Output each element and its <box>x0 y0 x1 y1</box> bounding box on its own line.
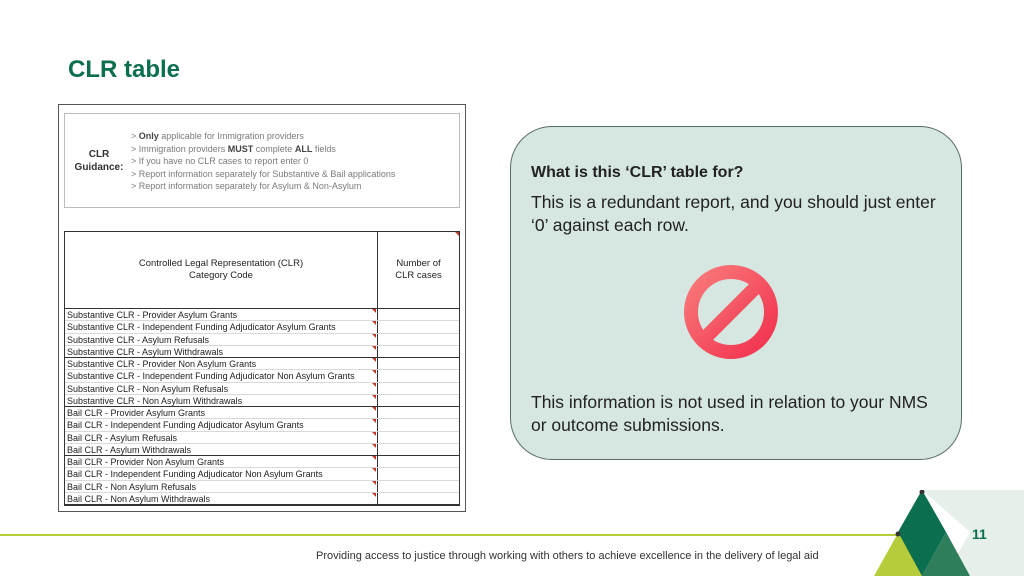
comment-marker-icon <box>455 232 459 236</box>
header-category-line1: Controlled Legal Representation (CLR) <box>138 258 304 269</box>
comment-marker-icon <box>372 395 376 399</box>
comment-marker-icon <box>372 481 376 485</box>
header-category-line2: Category Code <box>189 270 253 281</box>
table-row <box>65 493 459 505</box>
clr-table <box>64 231 460 506</box>
guidance-line: > Report information separately for Asylum & Non-Asylum <box>131 181 362 191</box>
header-number-line2: CLR cases <box>395 270 442 281</box>
row-number-cell[interactable] <box>378 407 459 418</box>
row-number-cell[interactable] <box>378 334 459 345</box>
row-number-cell[interactable] <box>378 358 459 369</box>
footer-text: Providing access to justice through working with others to achieve excellence in the delivery of legal aid <box>316 550 819 562</box>
row-number-cell[interactable] <box>378 309 459 320</box>
row-number-cell[interactable] <box>378 419 459 430</box>
table-row <box>65 432 459 444</box>
comment-marker-icon <box>372 407 376 411</box>
table-row <box>65 321 459 333</box>
row-category: Bail CLR - Provider Asylum Grants <box>65 407 378 418</box>
clr-table-screenshot <box>58 104 466 512</box>
guidance-line: > If you have no CLR cases to report enter 0 <box>131 156 309 166</box>
row-number-cell[interactable] <box>378 468 459 479</box>
row-category: Bail CLR - Non Asylum Refusals <box>65 481 378 492</box>
table-rows <box>65 309 459 505</box>
comment-marker-icon <box>372 334 376 338</box>
row-category: Substantive CLR - Provider Asylum Grants <box>65 309 378 320</box>
row-category: Bail CLR - Asylum Refusals <box>65 432 378 443</box>
row-category: Substantive CLR - Asylum Refusals <box>65 334 378 345</box>
comment-marker-icon <box>372 358 376 362</box>
footer-divider <box>0 534 900 536</box>
row-number-cell[interactable] <box>378 481 459 492</box>
table-row <box>65 309 459 321</box>
row-category: Substantive CLR - Provider Non Asylum Grants <box>65 358 378 369</box>
corner-decoration <box>874 490 1024 576</box>
table-row <box>65 481 459 493</box>
guidance-lines <box>131 130 395 193</box>
row-number-cell[interactable] <box>378 395 459 406</box>
row-category: Substantive CLR - Asylum Withdrawals <box>65 346 378 357</box>
prohibited-icon <box>681 262 781 362</box>
comment-marker-icon <box>372 468 376 472</box>
guidance-label <box>71 148 127 174</box>
row-number-cell[interactable] <box>378 346 459 357</box>
comment-marker-icon <box>372 444 376 448</box>
row-number-cell[interactable] <box>378 370 459 381</box>
header-number-line1: Number of <box>396 258 441 269</box>
panel-note: This information is not used in relation to your NMS or outcome submissions. <box>531 392 928 435</box>
comment-marker-icon <box>372 493 376 497</box>
comment-marker-icon <box>372 456 376 460</box>
table-row <box>65 395 459 407</box>
table-row <box>65 334 459 346</box>
row-number-cell[interactable] <box>378 456 459 467</box>
table-row <box>65 370 459 382</box>
comment-marker-icon <box>372 419 376 423</box>
row-category: Substantive CLR - Non Asylum Withdrawals <box>65 395 378 406</box>
table-row <box>65 346 459 358</box>
guidance-line: > Only applicable for Immigration providers <box>131 131 304 141</box>
row-category: Substantive CLR - Independent Funding Adjudicator Asylum Grants <box>65 321 378 332</box>
guidance-label-line2: Guidance: <box>74 162 124 173</box>
row-number-cell[interactable] <box>378 432 459 443</box>
table-row <box>65 407 459 419</box>
comment-marker-icon <box>372 383 376 387</box>
slide-title: CLR table <box>68 56 181 83</box>
row-number-cell[interactable] <box>378 383 459 394</box>
row-category: Bail CLR - Independent Funding Adjudicator Asylum Grants <box>65 419 378 430</box>
row-number-cell[interactable] <box>378 321 459 332</box>
row-category: Bail CLR - Asylum Withdrawals <box>65 444 378 455</box>
row-category: Bail CLR - Non Asylum Withdrawals <box>65 493 378 504</box>
table-row <box>65 358 459 370</box>
comment-marker-icon <box>372 321 376 325</box>
panel-question: What is this ‘CLR’ table for? <box>531 164 744 181</box>
comment-marker-icon <box>372 309 376 313</box>
guidance-line: > Report information separately for Substantive & Bail applications <box>131 168 396 179</box>
row-category: Substantive CLR - Independent Funding Adjudicator Non Asylum Grants <box>65 370 378 381</box>
table-header <box>65 232 459 309</box>
guidance-label-line1: CLR <box>88 149 110 160</box>
comment-marker-icon <box>372 432 376 436</box>
header-category <box>65 232 378 308</box>
clr-guidance-box <box>64 113 460 208</box>
table-row <box>65 383 459 395</box>
row-category: Substantive CLR - Non Asylum Refusals <box>65 383 378 394</box>
info-panel <box>510 126 962 460</box>
row-category: Bail CLR - Independent Funding Adjudicator Non Asylum Grants <box>65 468 378 479</box>
guidance-line: > Immigration providers MUST complete ALL fields <box>131 143 336 154</box>
page-number: 11 <box>972 526 987 542</box>
table-row <box>65 456 459 468</box>
panel-answer: This is a redundant report, and you should just enter ‘0’ against each row. <box>531 192 936 235</box>
row-number-cell[interactable] <box>378 444 459 455</box>
comment-marker-icon <box>372 370 376 374</box>
table-row <box>65 444 459 456</box>
row-number-cell[interactable] <box>378 493 459 504</box>
comment-marker-icon <box>372 346 376 350</box>
header-number <box>378 232 459 308</box>
table-row <box>65 419 459 431</box>
table-row <box>65 468 459 480</box>
row-category: Bail CLR - Provider Non Asylum Grants <box>65 456 378 467</box>
